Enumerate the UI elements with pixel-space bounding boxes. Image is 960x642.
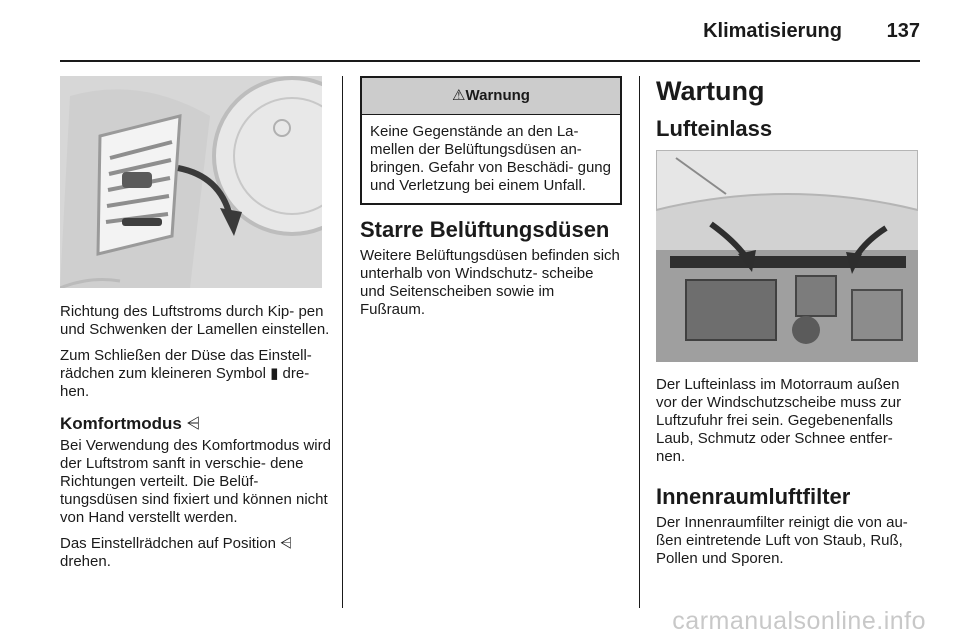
comfort-mode-icon: ⩤ xyxy=(186,414,201,433)
warning-box xyxy=(360,76,622,205)
heading-comfort-mode xyxy=(60,415,334,433)
engine-bay-drawing xyxy=(656,150,918,362)
column-3-lower-text xyxy=(656,376,922,576)
paragraph-airflow-direction: Richtung des Luftstroms durch Kip- pen und Schwenken der Lamellen einstellen. xyxy=(60,303,330,338)
header-rule xyxy=(60,60,920,62)
column-divider-left xyxy=(342,76,343,608)
warning-title: Warnung xyxy=(465,87,530,104)
paragraph-fixed-vents: Weitere Belüftungsdüsen befinden sich unterhalb von Windschutz- scheibe und Seitenscheiben sowie im Fußraum. xyxy=(360,247,620,318)
engine-bay-illustration xyxy=(656,150,918,362)
close-vent-text: Zum Schließen der Düse das Einstell- rädchen zum kleineren Symbol ▮ dre- hen. xyxy=(60,347,312,400)
page-number: 137 xyxy=(886,20,920,42)
column-1-text xyxy=(60,303,334,579)
paragraph-comfort-position: Das Einstellrädchen auf Position ⩤ drehen. xyxy=(60,535,293,570)
comfort-mode-title: Komfortmodus xyxy=(60,414,182,433)
heading-cabin-filter: Innenraumluftfilter xyxy=(656,484,851,509)
paragraph-cabin-filter: Der Innenraumfilter reinigt die von au- ßen eintretende Luft von Staub, Ruß, Pollen und Sporen. xyxy=(656,514,908,567)
watermark: carmanualsonline.info xyxy=(672,607,926,635)
column-divider-right xyxy=(639,76,640,608)
paragraph-comfort-mode: Bei Verwendung des Komfortmodus wird der Luftstrom sanft in verschie- dene Richtungen verteilt. Die Belüf- tungsdüsen sind fixiert und können nicht von Hand verstellt werden. xyxy=(60,437,331,526)
heading-maintenance: Wartung xyxy=(656,76,765,106)
paragraph-air-intake: Der Lufteinlass im Motorraum außen vor der Windschutzscheibe muss zur Luftzufuhr frei sein. Gegebenenfalls Laub, Schmutz oder Schnee entfer- nen. xyxy=(656,376,902,465)
column-2-text xyxy=(360,76,622,327)
page-header-title: Klimatisierung xyxy=(703,20,842,42)
warning-text: Keine Gegenstände an den La- mellen der Belüftungsdüsen an- bringen. Gefahr von Beschädi- gung und Verletzung bei einem Unfall. xyxy=(370,123,611,194)
column-3-text xyxy=(656,76,922,146)
heading-air-intake: Lufteinlass xyxy=(656,116,773,141)
air-vent-drawing xyxy=(60,76,322,288)
warning-header xyxy=(362,78,620,115)
paragraph-close-vent xyxy=(60,347,334,401)
heading-fixed-vents: Starre Belüftungsdüsen xyxy=(360,217,610,242)
warning-triangle-icon: ⚠ xyxy=(452,87,466,104)
air-vent-illustration xyxy=(60,76,322,288)
